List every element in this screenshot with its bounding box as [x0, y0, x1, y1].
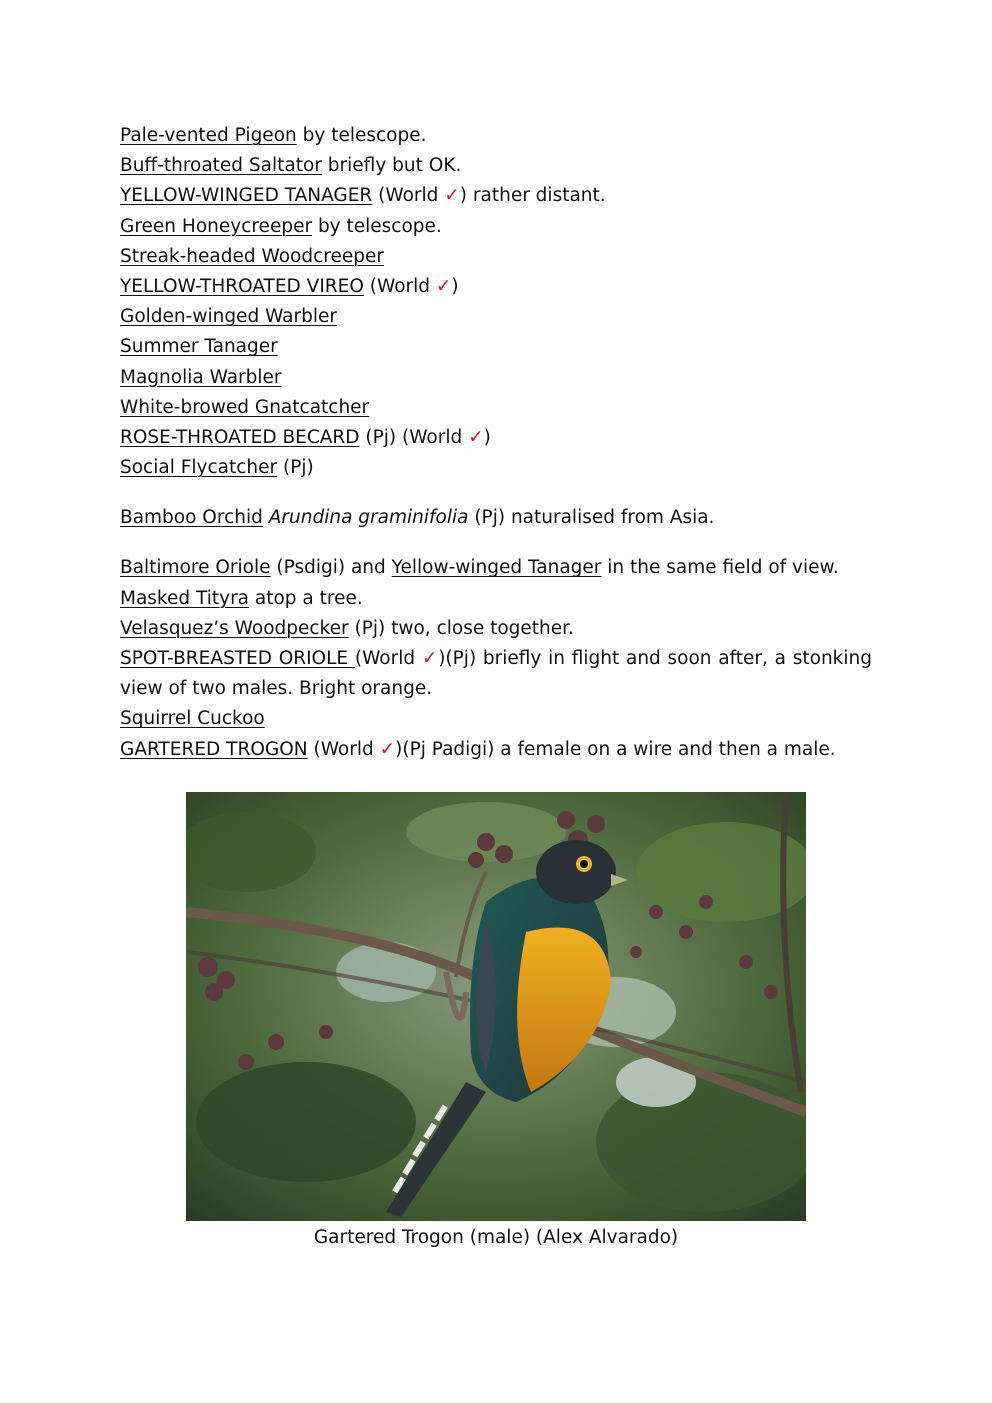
list-item: [120, 242, 872, 272]
list-item: Baltimore Oriole (Psdigi) and Yellow-winged Tanager in the same field of view.: [120, 557, 839, 579]
species-name: Golden-winged Warbler: [120, 306, 337, 328]
list-item: Buff-throated Saltator briefly but OK.: [120, 155, 462, 177]
list-item: ROSE-THROATED BECARD (Pj) (World ✓): [120, 426, 491, 448]
species-name: Velasquez’s Woodpecker: [120, 617, 349, 639]
list-item: GARTERED TROGON (World ✓)(Pj Padigi) a female on a wire and then a male.: [120, 738, 836, 760]
species-name: Social Flycatcher: [120, 457, 278, 479]
list-item: Masked Tityra atop a tree.: [120, 587, 363, 609]
latin-name: Arundina graminifolia: [268, 507, 469, 529]
species-name: Pale-vented Pigeon: [120, 125, 297, 146]
document-body: [120, 121, 872, 765]
check-icon: ✓: [421, 648, 439, 669]
orchid-paragraph: Bamboo Orchid Arundina graminifolia (Pj) naturalised from Asia.: [120, 507, 715, 529]
species-name: YELLOW-THROATED VIREO: [120, 275, 364, 297]
list-item: [120, 332, 872, 362]
species-name: Magnolia Warbler: [120, 366, 282, 388]
trogon-illustration: [186, 792, 806, 1221]
species-name: Streak-headed Woodcreeper: [120, 245, 384, 267]
species-name: GARTERED TROGON: [120, 738, 308, 760]
species-name: YELLOW-WINGED TANAGER: [120, 185, 373, 207]
paragraph-gap: [120, 533, 872, 553]
trogon-photo: [186, 792, 806, 1221]
list-item: SPOT-BREASTED ORIOLE (World ✓)(Pj) briefly in flight and soon after, a stonking view of two males. Bright orange.: [120, 648, 872, 700]
species-name: Squirrel Cuckoo: [120, 708, 265, 730]
list-item: YELLOW-THROATED VIREO (World ✓): [120, 275, 459, 297]
check-icon: ✓: [379, 738, 396, 760]
species-name: ROSE-THROATED BECARD: [120, 426, 360, 448]
photo-caption: Gartered Trogon (male) (Alex Alvarado): [313, 1227, 679, 1248]
species-name: Summer Tanager: [120, 336, 278, 358]
check-icon: ✓: [468, 426, 484, 448]
list-item: Social Flycatcher (Pj): [120, 457, 314, 479]
check-icon: ✓: [444, 185, 460, 207]
species-name: SPOT-BREASTED ORIOLE: [120, 648, 355, 669]
species-name: Green Honeycreeper: [120, 215, 313, 237]
paragraph-gap: [120, 483, 872, 503]
check-icon: ✓: [435, 275, 452, 297]
list-item: Green Honeycreeper by telescope.: [120, 215, 442, 237]
list-item: [120, 393, 872, 423]
species-name: Yellow-winged Tanager: [391, 557, 602, 579]
list-item: [120, 704, 872, 734]
species-name: Masked Tityra: [120, 587, 250, 609]
list-item: [120, 302, 872, 332]
list-item: YELLOW-WINGED TANAGER (World ✓) rather distant.: [120, 185, 606, 207]
species-name: White-browed Gnatcatcher: [120, 396, 370, 418]
species-name: Buff-throated Saltator: [120, 155, 322, 177]
list-item: Velasquez’s Woodpecker (Pj) two, close together.: [120, 617, 574, 639]
species-name: Baltimore Oriole: [120, 557, 271, 579]
list-item: [120, 363, 872, 393]
species-name: Bamboo Orchid: [120, 507, 263, 529]
list-item: Pale-vented Pigeon by telescope.: [120, 125, 427, 146]
